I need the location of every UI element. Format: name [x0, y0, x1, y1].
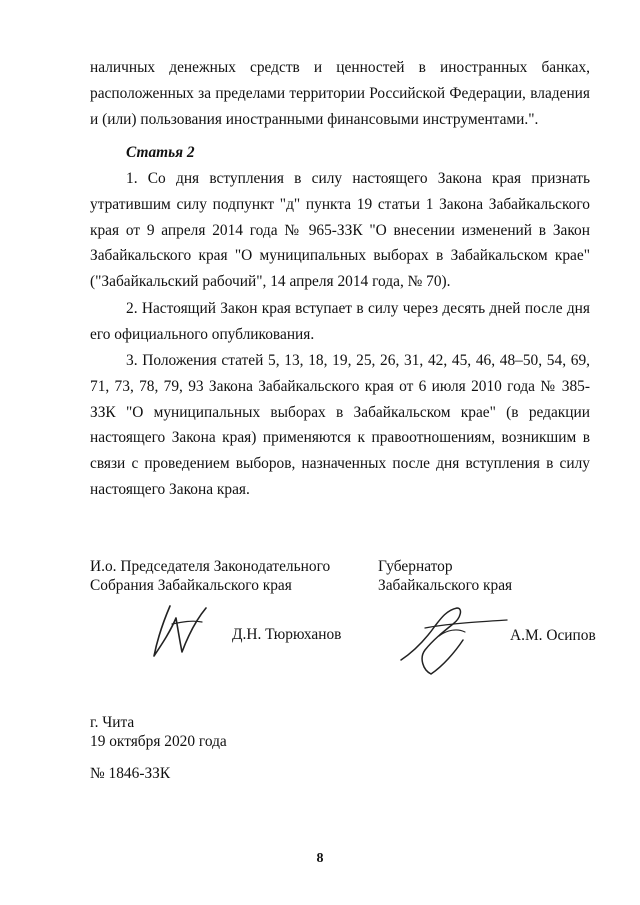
- page-number: 8: [316, 851, 324, 866]
- right-handwritten-signature: [395, 600, 510, 680]
- paragraph-2: 2. Настоящий Закон края вступает в силу через десять дней после дня его официального опубликования.: [90, 300, 590, 343]
- left-handwritten-signature: [148, 600, 218, 662]
- city: г. Чита: [90, 714, 135, 731]
- law-date: 19 октября 2020 года: [90, 733, 227, 750]
- right-title-line2: Забайкальского края: [378, 577, 513, 594]
- left-title-line2: Собрания Забайкальского края: [90, 577, 292, 594]
- right-signatory-name: А.М. Осипов: [510, 627, 596, 644]
- left-signatory-title: [90, 557, 330, 595]
- paragraph-1: 1. Со дня вступления в силу настоящего Закона края признать утратившим силу подпункт "д" пункта 19 статьи 1 Закона Забайкальского края от 9 апреля 2014 года № 965-ЗЗК "О внесении изменений в Закон Забайкальского края "О муниципальных выборах в Забайкальском крае" ("Забайкальский рабочий", 14 апреля 2014 года, № 70).: [90, 170, 590, 291]
- right-signatory-title: [378, 557, 512, 595]
- paragraph-continuation: наличных денежных средств и ценностей в иностранных банках, расположенных за пределами территории Российской Федерации, владения и (или) пользования иностранными финансовыми инструментами.".: [90, 59, 590, 128]
- paragraph-3: 3. Положения статей 5, 13, 18, 19, 25, 26, 31, 42, 45, 46, 48–50, 54, 69, 71, 73, 78, 79, 93 Закона Забайкальского края от 6 июля 2010 года № 385-ЗЗК "О муниципальных выборах в Забайкальском крае" (в редакции настоящего Закона края) применяются к правоотношениям, возникшим в связи с проведением выборов, назначенных после дня вступления в силу настоящего Закона края.: [90, 352, 590, 498]
- left-title-line1: И.о. Председателя Законодательного: [90, 558, 331, 575]
- left-signatory-name: Д.Н. Тюрюханов: [232, 626, 342, 643]
- article-heading: Статья 2: [126, 144, 195, 161]
- law-number: № 1846-ЗЗК: [90, 765, 171, 782]
- right-title-line1: Губернатор: [378, 558, 453, 575]
